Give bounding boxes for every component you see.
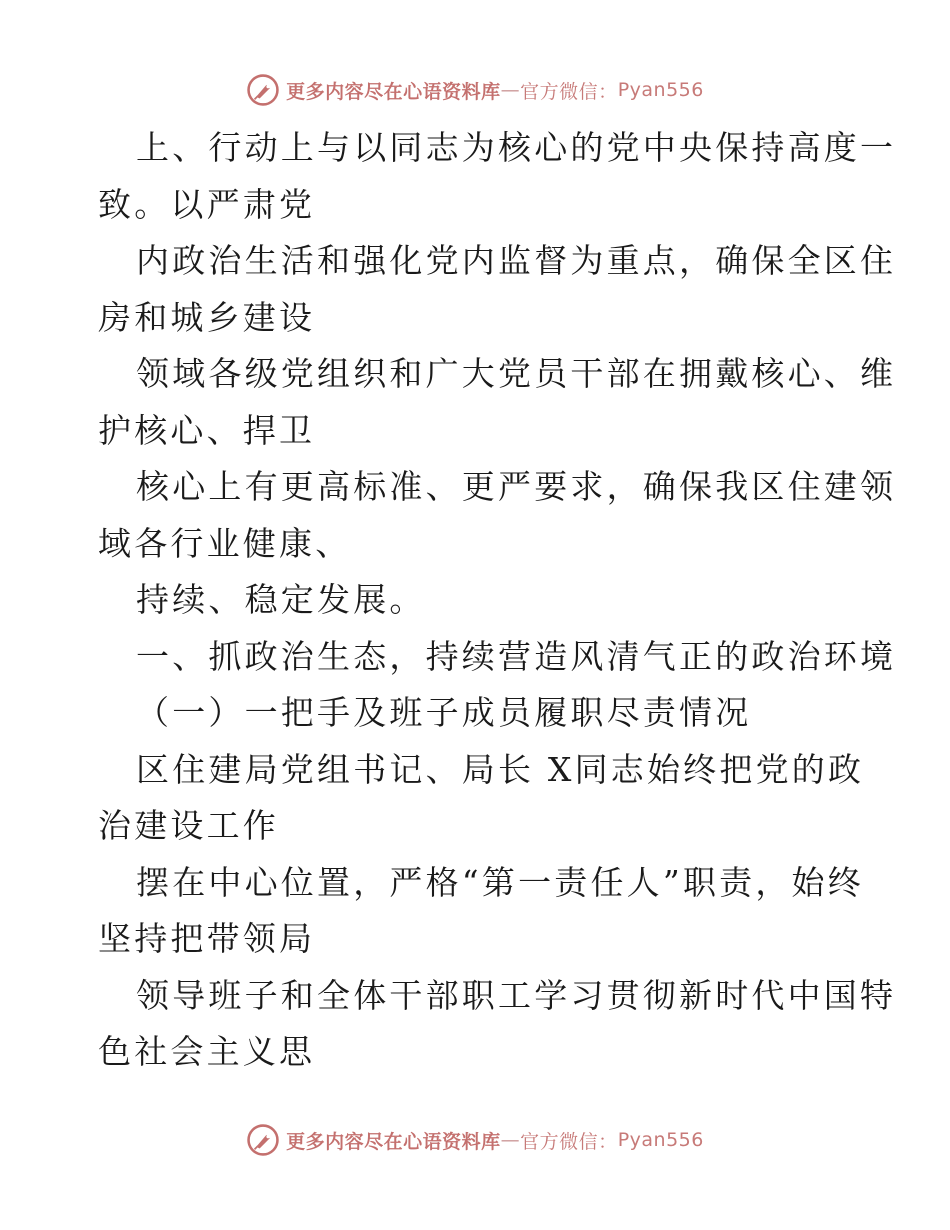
footer-watermark [0, 1120, 950, 1160]
pen-nib-logo-icon [246, 1123, 280, 1157]
text-line: 摆在中心位置，严格“第一责任人”职责，始终 [136, 862, 864, 902]
watermark-separator: — [500, 79, 521, 101]
text-line: 持续、稳定发展。 [136, 580, 426, 619]
text-line: 一、抓政治生态，持续营造风清气正的政治环境 [136, 636, 897, 676]
text-line: 区住建局党组书记、局长 X同志始终把党的政 [136, 749, 865, 789]
text-line: 色社会主义思 [98, 1032, 316, 1071]
document-body [98, 120, 897, 1081]
watermark-brand: 更多内容尽在心语资料库 [286, 80, 501, 103]
text-line: 内政治生活和强化党内监督为重点，确保全区住 [136, 241, 897, 280]
watermark-brand: 更多内容尽在心语资料库 [286, 1130, 501, 1153]
pen-nib-logo-icon [246, 73, 280, 107]
watermark-handle: Pyan556 [617, 79, 704, 101]
watermark-label: 官方微信： [520, 80, 618, 103]
text-line: 致。以严肃党 [98, 184, 316, 224]
header-watermark [0, 70, 950, 110]
text-line: 领导班子和全体干部职工学习贯彻新时代中国特 [136, 975, 897, 1015]
text-line: 坚持把带领局 [98, 919, 316, 958]
text-line: 治建设工作 [98, 806, 279, 845]
text-line: 核心上有更高标准、更严要求，确保我区住建领 [136, 467, 897, 506]
text-line: 护核心、捍卫 [98, 410, 316, 450]
watermark-handle: Pyan556 [617, 1129, 704, 1151]
text-line: 房和城乡建设 [98, 297, 316, 337]
watermark-separator: — [500, 1129, 521, 1151]
watermark-label: 官方微信： [520, 1130, 618, 1153]
text-line: 领域各级党组织和广大党员干部在拥戴核心、维 [136, 354, 897, 393]
text-line: 上、行动上与以同志为核心的党中央保持高度一 [136, 128, 897, 167]
text-line: （一）一把手及班子成员履职尽责情况 [136, 693, 752, 732]
text-line: 域各行业健康、 [98, 523, 352, 563]
